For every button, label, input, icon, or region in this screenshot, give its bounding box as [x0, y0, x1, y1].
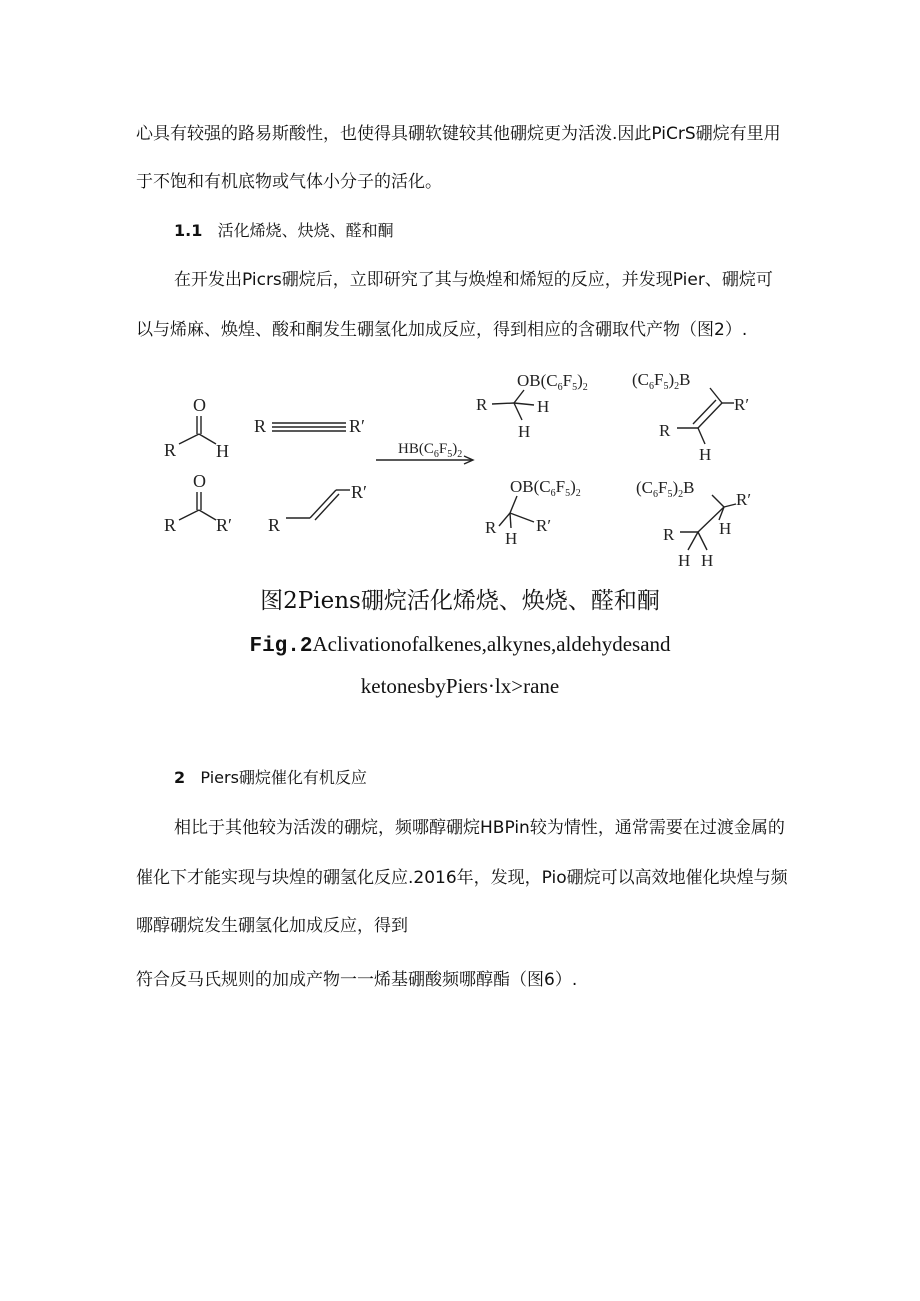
paragraph3-line2: 催化下才能实现与块煌的硼氢化反应.2016年，发现，Pio硼烷可以高效地催化块煌与频 [136, 868, 788, 888]
atom-H: H [505, 529, 518, 548]
group-OBC6F5-2: $OB(C_6F_5)_2$ [510, 477, 581, 499]
figure-caption-en-line1 [0, 630, 920, 661]
paragraph1-line1: 心具有较强的路易斯酸性，也使得具硼软键较其他硼烷更为活泼.因此PiCrS硼烷有里用 [136, 124, 781, 144]
reagent-label: $HB(C_6F_5)_2$ [398, 441, 463, 460]
paragraph2-line2: 以与烯麻、焕煌、酸和酮发生硼氢化加成反应，得到相应的含硼取代产物（图2）. [136, 320, 748, 340]
atom-H: H [719, 519, 732, 538]
atom-R: R [485, 518, 497, 537]
atom-R: R [254, 416, 267, 436]
group-C6F5-2-B: $(C_6F_5)_2B$ [632, 370, 691, 392]
paragraph3-line3: 哪醇硼烷发生硼氢化加成反应，得到 [136, 916, 408, 936]
paragraph2-line1: 在开发出Picrs硼烷后，立即研究了其与焕煌和烯短的反应，并发现Pier、硼烷可 [174, 270, 773, 290]
atom-H: H [699, 445, 712, 464]
group-OBC6F5-2: $OB(C_6F_5)_2$ [517, 371, 588, 393]
figure-caption-text: Aclivationofalkenes,alkynes,aldehydesand [312, 632, 671, 656]
section-number: 2 [174, 768, 186, 787]
product-borylated-alcohol [476, 371, 588, 441]
atom-H: H [701, 551, 714, 570]
atom-R-prime: R′ [734, 395, 750, 414]
reaction-arrow [376, 441, 473, 464]
atom-R: R [268, 515, 281, 535]
paragraph1-line2: 于不饱和有机底物或气体小分子的活化。 [136, 172, 442, 192]
section-title: Piers硼烷催化有机反应 [200, 768, 367, 787]
aldehyde-structure [164, 395, 229, 461]
ketone-structure [164, 471, 232, 535]
atom-R: R [476, 395, 488, 414]
reaction-scheme [150, 360, 770, 575]
product-vinyl-borane [632, 370, 749, 464]
section-title: 活化烯烧、炔烧、醛和酮 [217, 221, 394, 240]
product-borylated-secondary-alcohol [485, 477, 581, 548]
product-alkyl-borane [636, 478, 751, 570]
alkyne-structure [254, 416, 365, 436]
section-number: 1.1 [174, 221, 203, 240]
alkene-structure [268, 482, 367, 535]
atom-R-prime: R′ [736, 490, 752, 509]
figure-caption-en-line2: ketonesbyPiers·lx>rane [360, 674, 560, 698]
atom-R: R [164, 440, 177, 460]
atom-H: H [216, 441, 229, 461]
paragraph3-line1: 相比于其他较为活泼的硼烷，频哪醇硼烷HBPin较为情性，通常需要在过渡金属的 [174, 818, 785, 838]
atom-O: O [193, 395, 206, 415]
atom-R: R [659, 421, 671, 440]
atom-O: O [193, 471, 206, 491]
figure-caption-zh: 图2Piens硼烷活化烯烧、焕烧、醛和酮 [260, 588, 660, 614]
atom-H: H [537, 397, 550, 416]
atom-H: H [678, 551, 691, 570]
atom-R: R [164, 515, 177, 535]
section-heading-2 [174, 766, 367, 790]
atom-R-prime: R′ [349, 416, 365, 436]
figure-label: Fig.2 [249, 635, 313, 658]
atom-R-prime: R′ [351, 482, 367, 502]
atom-R-prime: R′ [536, 516, 552, 535]
group-C6F5-2-B: $(C_6F_5)_2B$ [636, 478, 695, 500]
atom-H: H [518, 422, 531, 441]
atom-R-prime: R′ [216, 515, 232, 535]
atom-R: R [663, 525, 675, 544]
paragraph3-line4: 符合反马氏规则的加成产物一一烯基硼酸频哪醇酯（图6）. [136, 970, 578, 990]
section-heading-1-1 [174, 219, 394, 243]
